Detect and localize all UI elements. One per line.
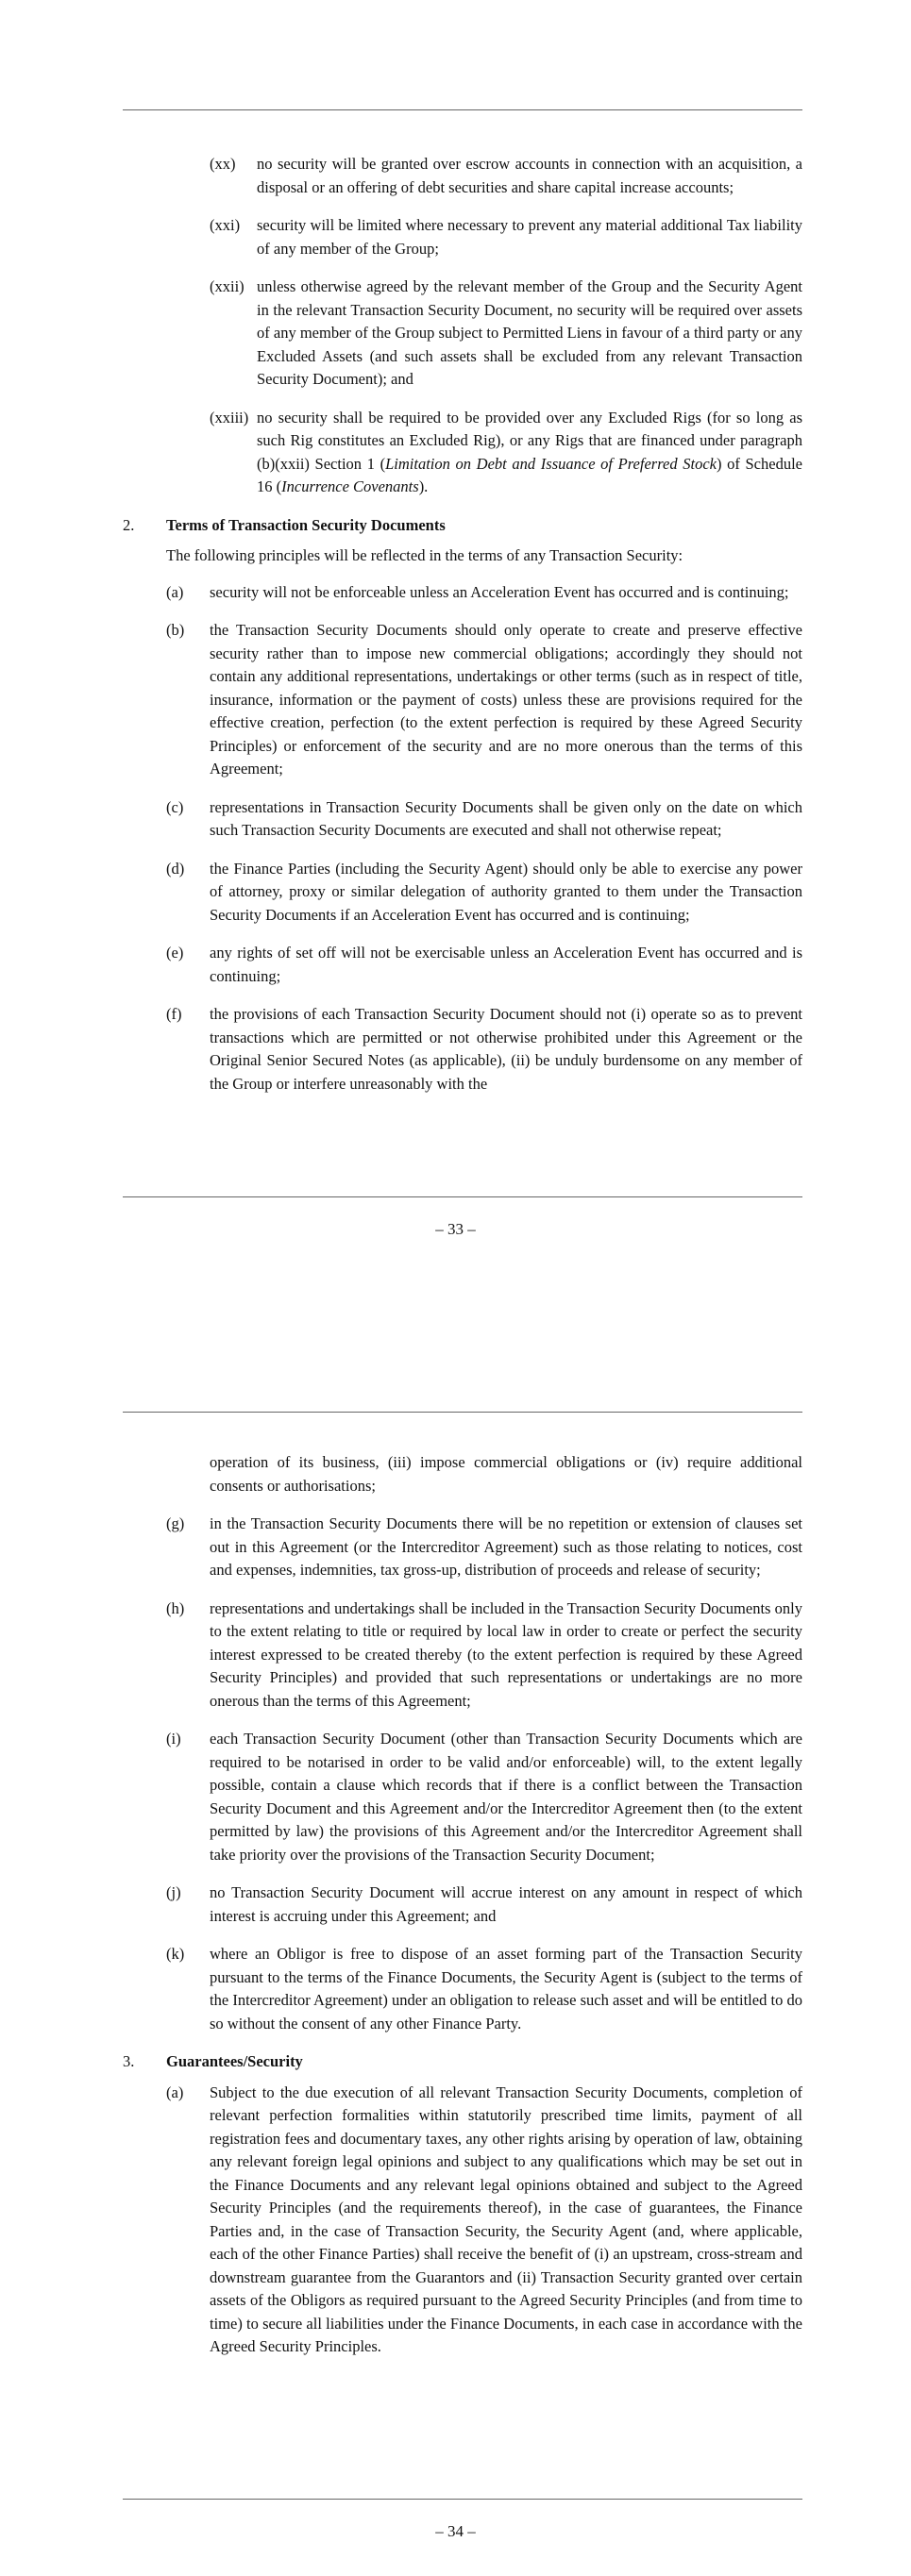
clause-label: (e) — [166, 944, 184, 962]
page-bottom-rule — [123, 1196, 802, 1197]
page-33-content — [0, 153, 911, 1111]
page-number: – 34 – — [435, 2522, 476, 2540]
clause-label: (f) — [166, 1005, 182, 1023]
clause-i — [0, 1728, 911, 1866]
clause-text: the provisions of each Transaction Security Document should not (i) operate so as to prevent transactions which are permitted or not otherwise prohibited under this Agreement or the Original Senior Secured Notes (as applicable), (ii) be unduly burdensome on any member of the Group or interfere unreasonably with the — [210, 1005, 802, 1093]
clause-label: (xxiii) — [210, 408, 249, 427]
clause-italic-title: Incurrence Covenants — [281, 477, 419, 495]
section-2-heading — [0, 514, 911, 538]
clause-label: (g) — [166, 1514, 185, 1532]
clause-c — [0, 796, 911, 843]
clause-italic-title: Limitation on Debt and Issuance of Preferred Stock — [385, 454, 717, 473]
clause-text: the Finance Parties (including the Security Agent) should only be able to exercise any power of attorney, proxy or similar delegation of authority granted to them under the Transaction Security Documents if an Acceleration Event has occurred and is continuing; — [210, 859, 802, 924]
section-number: 2. — [123, 515, 135, 534]
clause-3a — [0, 2082, 911, 2359]
clause-f-continuation — [0, 1451, 911, 1497]
clause-text: in the Transaction Security Documents there will be no repetition or extension of clauses set out in this Agreement (or the Intercreditor Agreement) such as those relating to notices, cost and expenses, indemnities, tax gross-up, distribution of proceeds and release of security; — [210, 1514, 802, 1579]
clause-text: representations and undertakings shall be included in the Transaction Security Documents only to the extent relating to title or required by local law in order to create or perfect the security interest expressed to be created thereby (to the extent perfection is required by these Agreed Security Principles) and provided that such representations or undertakings are no more onerous than the terms of this Agreement; — [210, 1598, 802, 1710]
clause-label: (k) — [166, 1945, 185, 1963]
clause-label: (b) — [166, 621, 185, 639]
clause-text: each Transaction Security Document (other than Transaction Security Documents which are required to be notarised in order to be valid and/or enforceable) will, to the extent legally possible, contain a clause which records that if there is a conflict between the Transaction Security Document and this Agreement and/or the Intercreditor Agreement then (to the extent permitted by law) the provisions of this Agreement and/or the Intercreditor Agreement shall take priority over the provisions of the Transaction Security Document; — [210, 1730, 802, 1864]
clause-text-part: ). — [418, 477, 429, 495]
page-34-content — [0, 1451, 911, 2374]
clause-text-part: ) of Schedule 16 ( — [257, 454, 802, 495]
clause-b — [0, 619, 911, 781]
clause-xxi — [0, 214, 911, 260]
clause-label: (i) — [166, 1730, 181, 1748]
clause-k — [0, 1943, 911, 2035]
clause-h — [0, 1597, 911, 1714]
clause-text: unless otherwise agreed by the relevant member of the Group and the Security Agent in the relevant Transaction Security Document, no security will be required over assets of any member of the Group subject to Permitted Liens in favour of a third party or any Excluded Assets (and such assets shall be excluded from any relevant Transaction Security Document); and — [257, 277, 802, 388]
clause-f — [0, 1003, 911, 1096]
page-bottom-rule — [123, 2499, 802, 2500]
clause-j — [0, 1882, 911, 1928]
clause-text: operation of its business, (iii) impose commercial obligations or (iv) require additional consents or authorisations; — [210, 1453, 802, 1495]
clause-text-part: no security shall be required to be provided over any Excluded Rigs (for so long as such Rig constitutes an Excluded Rig), or any Rigs that are financed under paragraph (b)(xxii) Section 1 ( — [257, 408, 802, 473]
section-3-heading — [0, 2050, 911, 2074]
clause-text: security will not be enforceable unless an Acceleration Event has occurred and is continuing; — [210, 582, 789, 601]
clause-xxiii — [0, 407, 911, 499]
clause-text: the Transaction Security Documents should only operate to create and preserve effective security rather than to impose new commercial obligations; accordingly they should not contain any additional representations, undertakings or other terms (such as in respect of title, insurance, information or the payment of costs) unless these are provisions required for the effective creation, perfection (to the extent perfection is required by these Agreed Security Principles) or enforcement of the security and are no more onerous than the terms of this Agreement; — [210, 621, 802, 778]
clause-label: (c) — [166, 797, 184, 816]
clause-xxii — [0, 276, 911, 392]
clause-label: (j) — [166, 1883, 181, 1901]
clause-text — [257, 407, 802, 499]
clause-label: (xx) — [210, 155, 236, 173]
clause-label: (xxii) — [210, 277, 245, 295]
clause-label: (d) — [166, 859, 185, 878]
clause-xx — [0, 153, 911, 199]
clause-text: representations in Transaction Security Documents shall be given only on the date on which such Transaction Security Documents are executed and shall not otherwise repeat; — [210, 797, 802, 839]
clause-e — [0, 942, 911, 988]
clause-label: (h) — [166, 1598, 185, 1617]
section-intro: The following principles will be reflected in the terms of any Transaction Security: — [166, 546, 683, 564]
clause-g — [0, 1513, 911, 1582]
clause-text: no security will be granted over escrow accounts in connection with an acquisition, a disposal or an offering of debt securities and share capital increase accounts; — [257, 155, 802, 196]
clause-text: no Transaction Security Document will accrue interest on any amount in respect of which interest is accruing under this Agreement; and — [210, 1883, 802, 1925]
clause-a — [0, 581, 911, 605]
clause-label: (a) — [166, 582, 184, 601]
section-number: 3. — [123, 2052, 135, 2070]
section-title: Terms of Transaction Security Documents — [166, 515, 446, 534]
section-title: Guarantees/Security — [166, 2052, 303, 2070]
page-number: – 33 – — [435, 1220, 476, 1238]
clause-text: any rights of set off will not be exercisable unless an Acceleration Event has occurred and is continuing; — [210, 944, 802, 985]
clause-text: Subject to the due execution of all relevant Transaction Security Documents, completion of relevant perfection formalities within statutorily prescribed time limits, payment of all registration fees and documentary taxes, any other rights arising by operation of law, obtaining any relevant foreign legal opinions and subject to any qualifications which may be set out in the Finance Documents and any relevant legal opinions obtained and subject to the Agreed Security Principles (and the requirements thereof), in the case of guarantees, the Finance Parties and, in the case of Transaction Security, the Security Agent (and, where applicable, each of the other Finance Parties) shall receive the benefit of (i) an upstream, cross-stream and downstream guarantee from the Guarantors and (ii) Transaction Security granted over certain assets of the Obligors as required pursuant to the Agreed Security Principles (and from time to time) to secure all liabilities under the Finance Documents, in each case in accordance with the Agreed Security Principles. — [210, 2083, 802, 2355]
clause-d — [0, 858, 911, 928]
clause-label: (xxi) — [210, 216, 241, 234]
page-34 — [0, 1312, 911, 2576]
page-top-rule — [123, 109, 802, 110]
clause-label: (a) — [166, 2083, 184, 2101]
clause-text: security will be limited where necessary to prevent any material additional Tax liability of any member of the Group; — [257, 216, 802, 258]
page-top-rule — [123, 1412, 802, 1413]
clause-text: where an Obligor is free to dispose of an asset forming part of the Transaction Security pursuant to the terms of the Finance Documents, the Security Agent is (subject to the terms of the Intercreditor Agreement) under an obligation to release such asset and will be entitled to do so without the consent of any other Finance Party. — [210, 1945, 802, 2032]
